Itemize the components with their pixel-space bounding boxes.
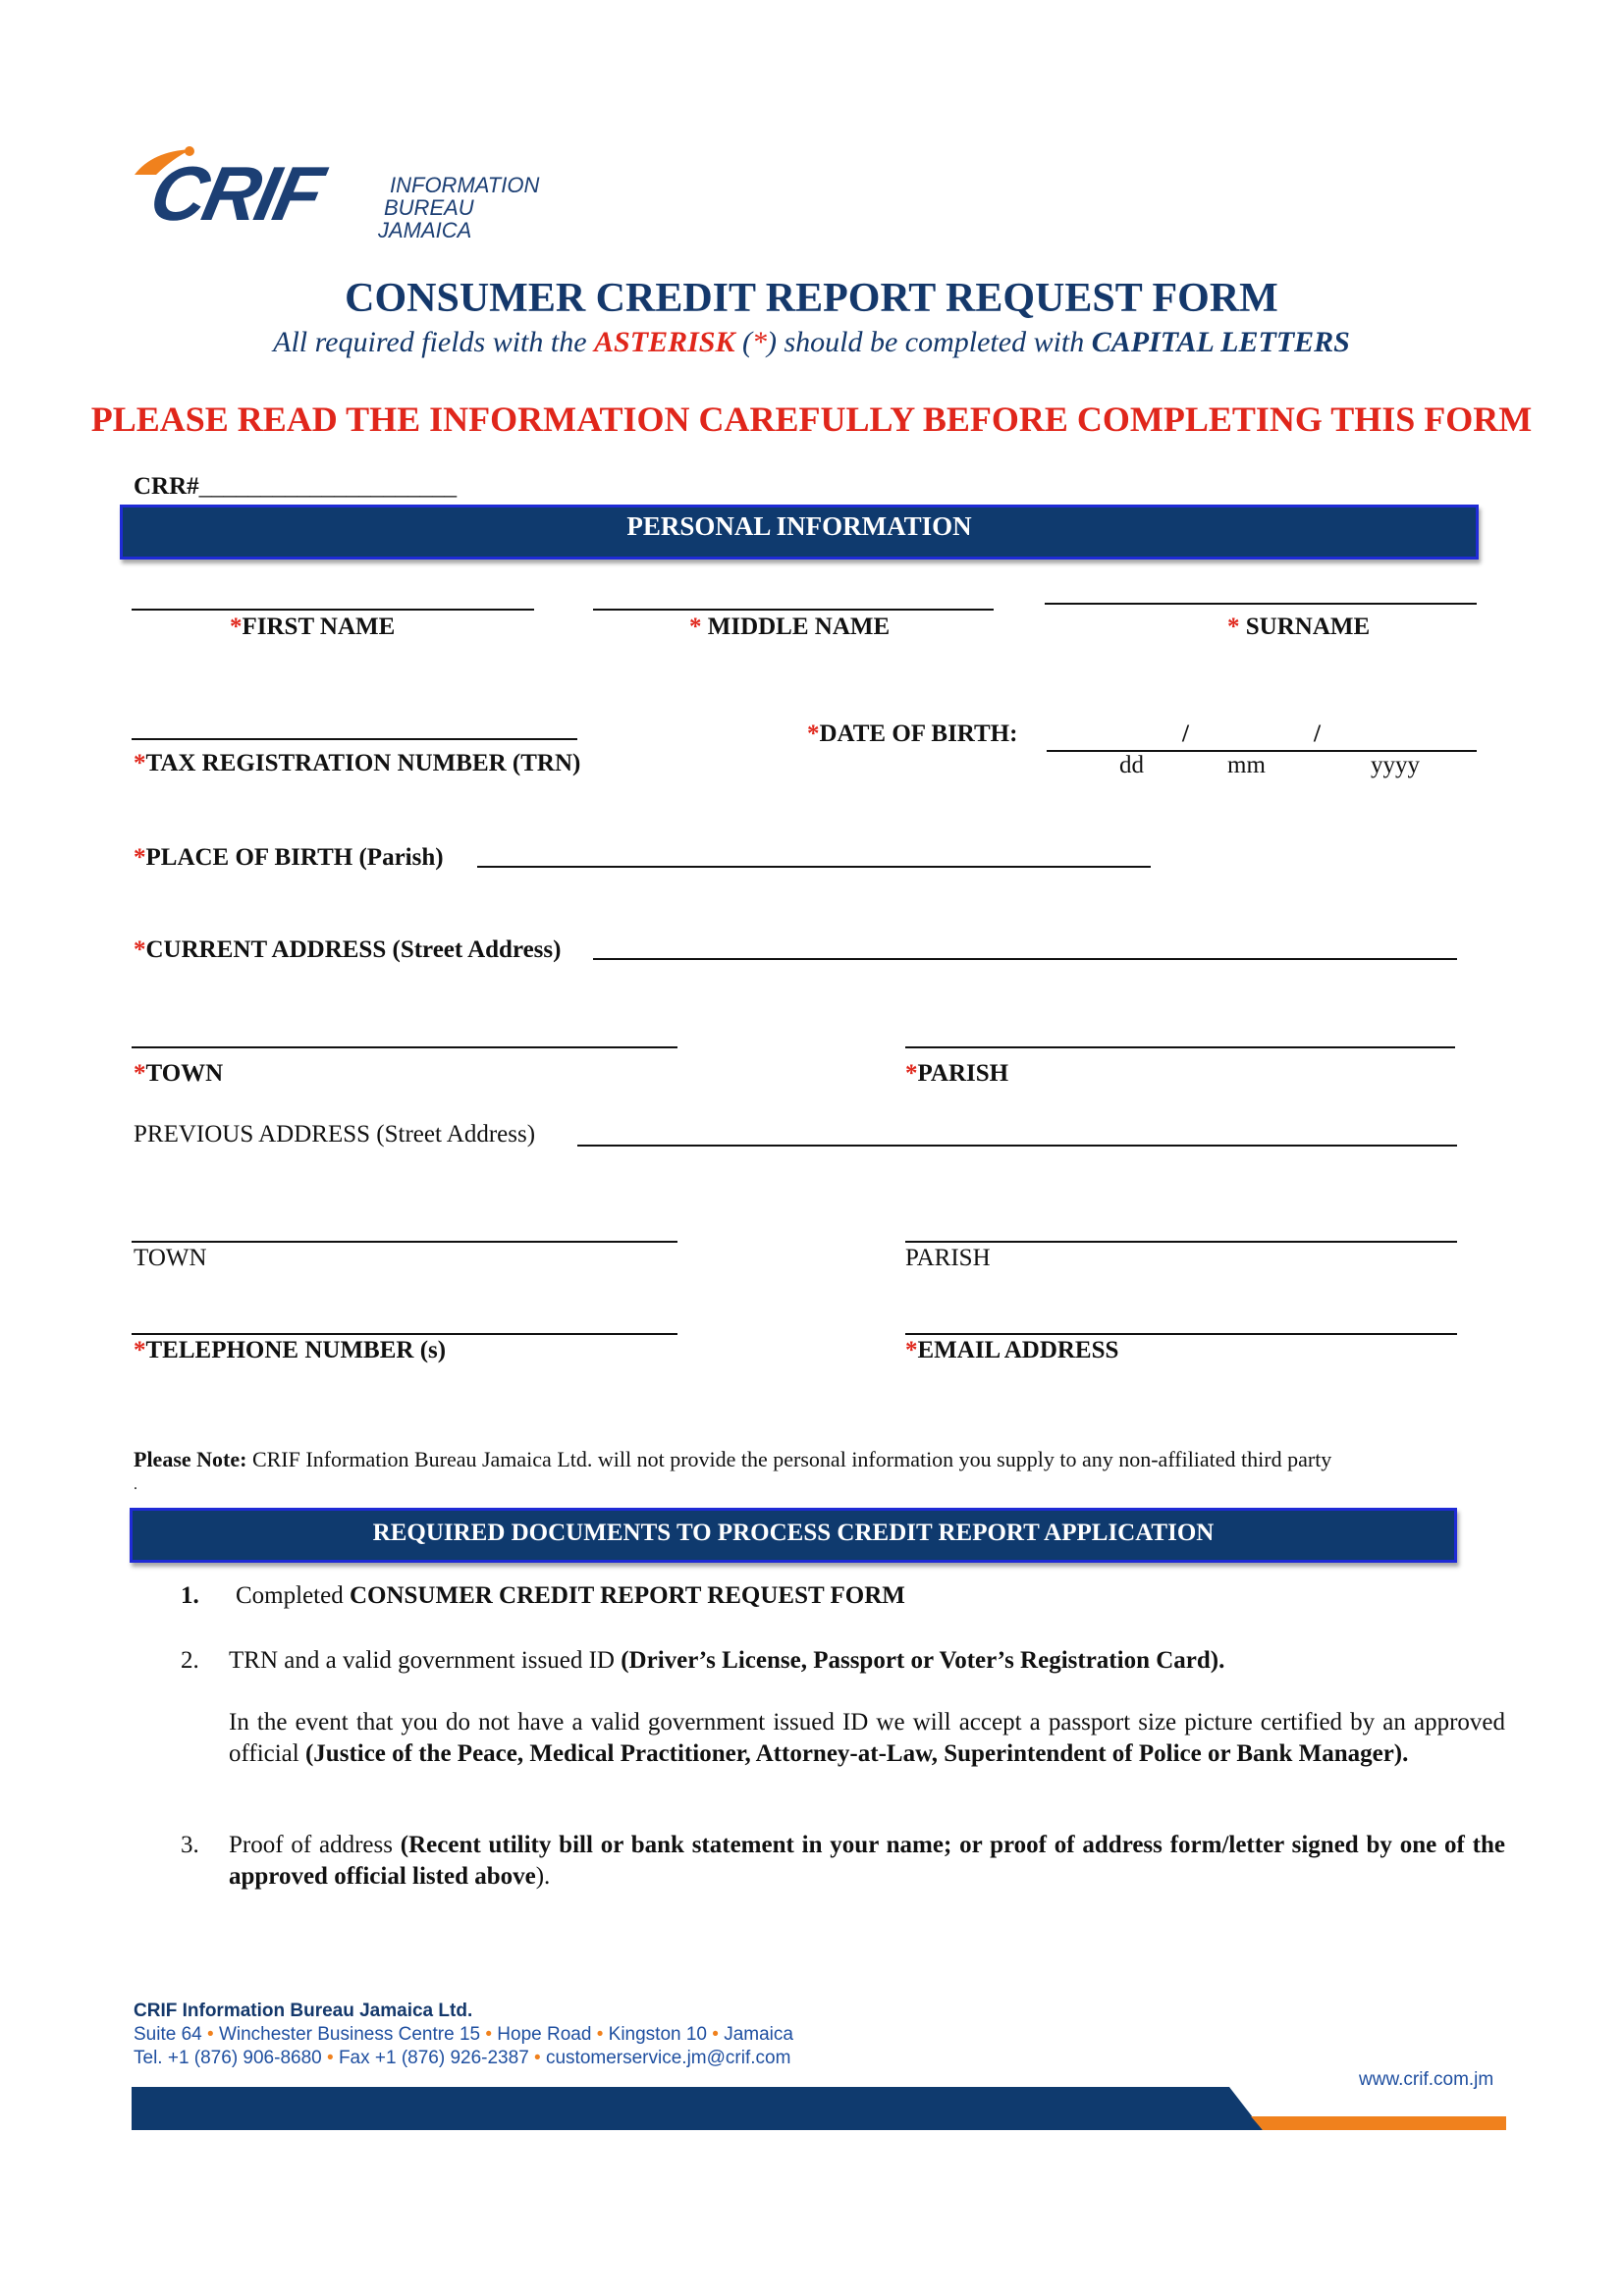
town-label: *TOWN (134, 1060, 224, 1087)
place-of-birth-input[interactable] (477, 866, 1151, 868)
surname-input[interactable] (1045, 603, 1477, 605)
surname-label: * SURNAME (1227, 614, 1371, 640)
previous-address-input[interactable] (577, 1145, 1457, 1147)
parish-label: *PARISH (905, 1060, 1009, 1087)
previous-town-label: TOWN (134, 1245, 207, 1271)
footer-website-link[interactable]: www.crif.com.jm (1359, 2069, 1494, 2090)
footer-address: Suite 64 • Winchester Business Centre 15 • Hope Road • Kingston 10 • Jamaica (134, 2024, 793, 2045)
personal-info-bar (120, 505, 1479, 560)
privacy-note-trailing-dot: . (134, 1476, 137, 1493)
doc-item-2-number: 2. (181, 1647, 199, 1674)
telephone-label: *TELEPHONE NUMBER (s) (134, 1337, 447, 1363)
dob-separator-2: / (1314, 721, 1321, 747)
middle-name-label: * MIDDLE NAME (689, 614, 891, 640)
privacy-note-label: Please Note: (134, 1447, 247, 1471)
previous-parish-input[interactable] (905, 1241, 1457, 1243)
subtitle-paren: (*) (741, 326, 777, 358)
warning-heading: PLEASE READ THE INFORMATION CAREFULLY BEFORE COMPLETING THIS FORM (90, 400, 1533, 439)
logo-brand: CRIF (142, 150, 329, 237)
subtitle-asterisk-word: ASTERISK (594, 326, 735, 358)
crif-logo (133, 145, 565, 243)
first-name-input[interactable] (132, 609, 534, 611)
dob-label: *DATE OF BIRTH: (807, 721, 1018, 747)
footer-band-navy (132, 2087, 1263, 2130)
previous-address-label: PREVIOUS ADDRESS (Street Address) (134, 1121, 536, 1148)
current-address-input[interactable] (593, 958, 1457, 960)
parish-input[interactable] (905, 1046, 1455, 1048)
doc-item-3-number: 3. (181, 1832, 199, 1858)
doc-item-1: Completed CONSUMER CREDIT REPORT REQUEST FORM (236, 1582, 905, 1609)
trn-input[interactable] (132, 738, 577, 740)
crr-label: CRR# (134, 473, 199, 500)
dob-separator-1: / (1182, 721, 1189, 747)
required-documents-bar (130, 1508, 1457, 1563)
privacy-note (134, 1447, 1331, 1472)
subtitle-pre: All required fields with the (273, 326, 587, 358)
personal-info-title: PERSONAL INFORMATION (626, 511, 972, 541)
crr-number-field[interactable] (134, 473, 457, 501)
doc-item-2: TRN and a valid government issued ID (Driver’s License, Passport or Voter’s Registration Card). (229, 1647, 1225, 1674)
previous-town-input[interactable] (132, 1241, 677, 1243)
place-of-birth-label: *PLACE OF BIRTH (Parish) (134, 844, 444, 871)
dob-mm-hint: mm (1227, 752, 1266, 778)
form-title: CONSUMER CREDIT REPORT REQUEST FORM (345, 276, 1278, 321)
dob-dd-hint: dd (1119, 752, 1144, 778)
privacy-note-text: CRIF Information Bureau Jamaica Ltd. will not provide the personal information you supply to any non-affiliated third party (251, 1447, 1332, 1471)
subtitle-mid: should be completed with (784, 326, 1085, 358)
logo-line-2: BUREAU (384, 195, 474, 220)
form-subtitle (0, 326, 1623, 359)
doc-item-2-alternative: In the event that you do not have a valid government issued ID we will accept a passport size picture certified by an approved official (Justice of the Peace, Medical Practitioner, Attorney-at-Law, Superintendent of Police or Bank Manager). (229, 1709, 1505, 1767)
email-label: *EMAIL ADDRESS (905, 1337, 1119, 1363)
trn-label: *TAX REGISTRATION NUMBER (TRN) (134, 750, 581, 776)
logo-line-3: JAMAICA (378, 218, 472, 242)
subtitle-caps: CAPITAL LETTERS (1091, 326, 1350, 358)
telephone-input[interactable] (132, 1333, 677, 1335)
footer-contact: Tel. +1 (876) 906-8680 • Fax +1 (876) 926-2387 • customerservice.jm@crif.com (134, 2048, 791, 2068)
crr-blank: _____________________ (198, 473, 458, 500)
previous-parish-label: PARISH (905, 1245, 991, 1271)
footer-band (132, 2087, 1506, 2130)
required-documents-title: REQUIRED DOCUMENTS TO PROCESS CREDIT REPORT APPLICATION (372, 1520, 1215, 1546)
middle-name-input[interactable] (593, 609, 994, 611)
logo-line-1: INFORMATION (390, 173, 540, 197)
first-name-label: *FIRST NAME (230, 614, 396, 640)
footer-email-link[interactable]: customerservice.jm@crif.com (545, 2048, 791, 2068)
doc-item-1-number: 1. (181, 1582, 199, 1609)
town-input[interactable] (132, 1046, 677, 1048)
dob-yyyy-hint: yyyy (1371, 752, 1420, 778)
email-input[interactable] (905, 1333, 1457, 1335)
footer-company: CRIF Information Bureau Jamaica Ltd. (134, 2001, 473, 2021)
doc-item-3: Proof of address (Recent utility bill or bank statement in your name; or proof of address form/letter signed by one of the approved official listed above). (229, 1832, 1505, 1890)
current-address-label: *CURRENT ADDRESS (Street Address) (134, 936, 562, 963)
footer-band-orange (1251, 2116, 1506, 2130)
